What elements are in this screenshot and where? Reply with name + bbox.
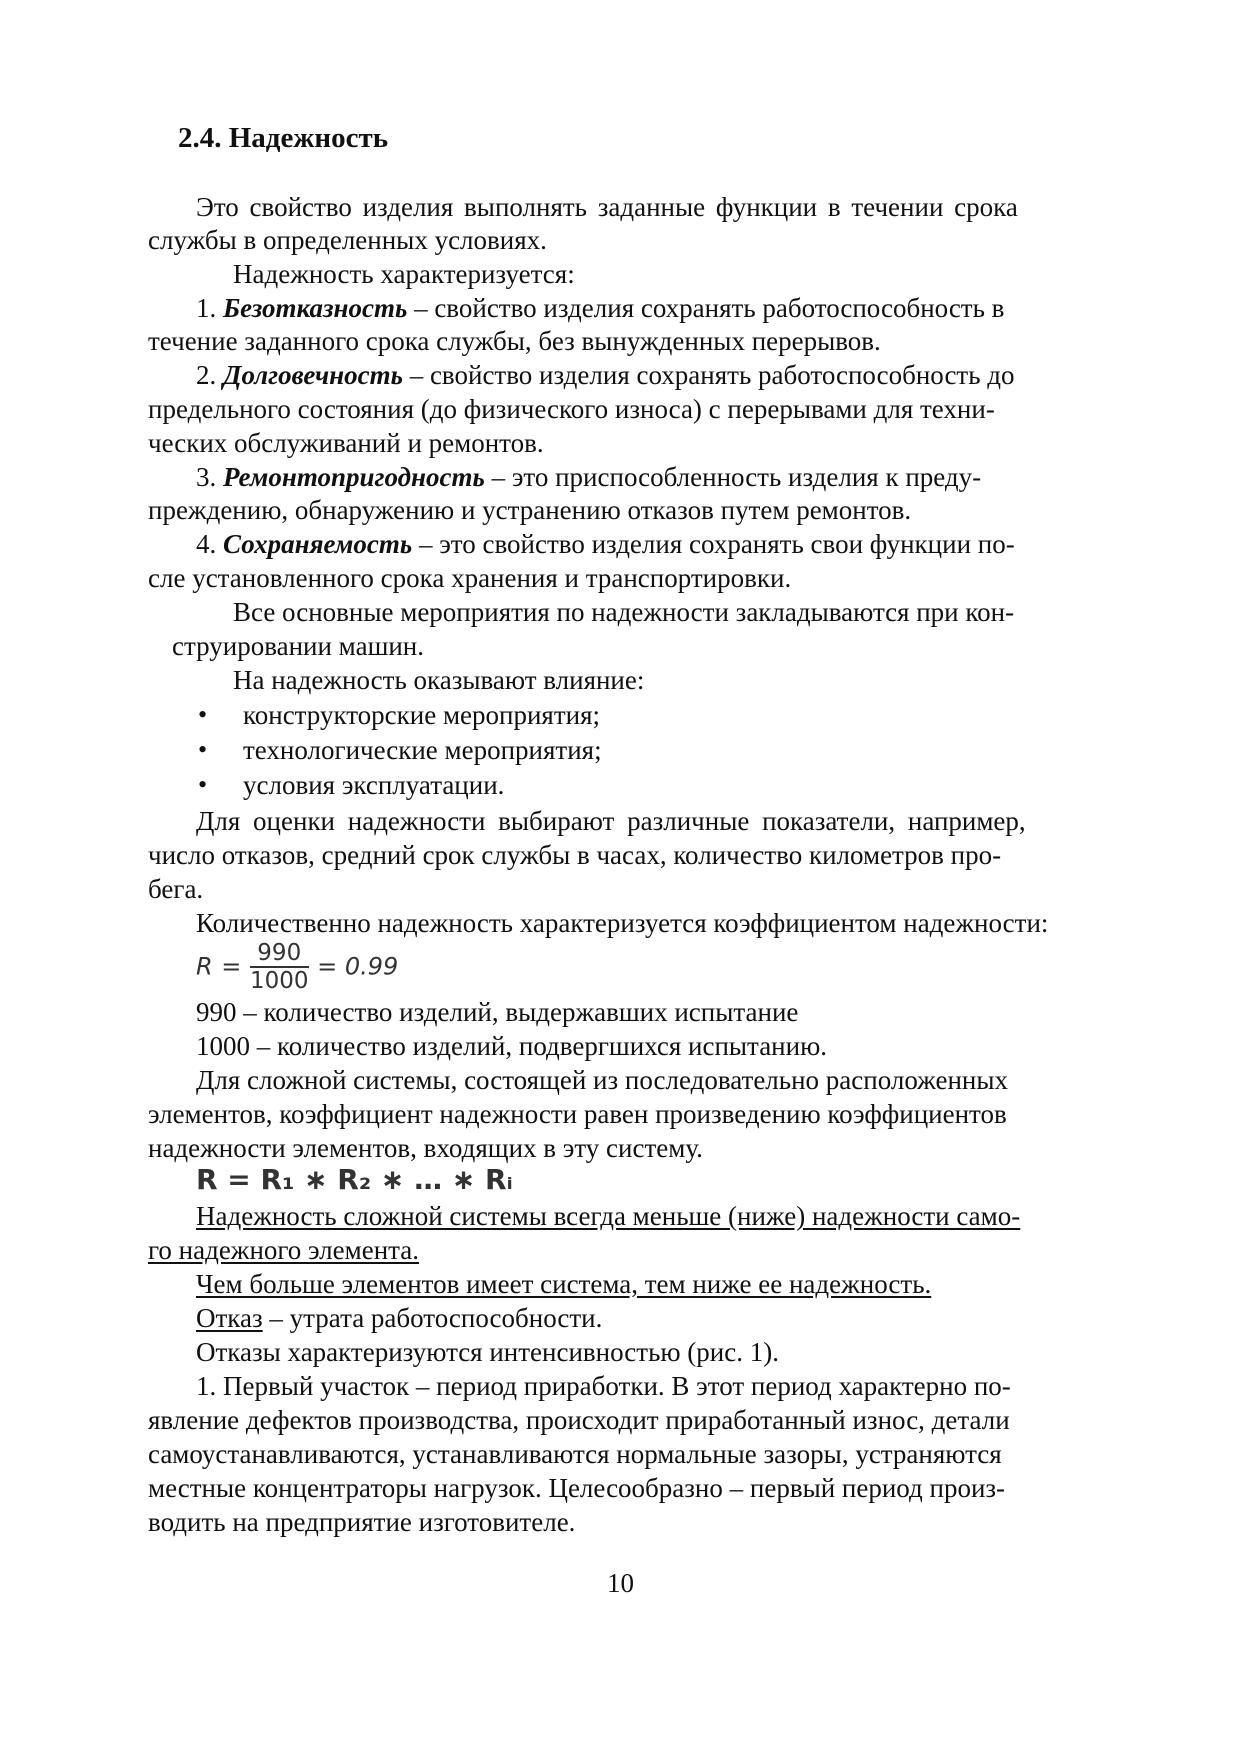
failure-rest: – утрата работоспособности. xyxy=(262,1303,603,1333)
failure-term: Отказ xyxy=(196,1303,263,1333)
indicators-line-3: бега. xyxy=(148,874,204,904)
property-2-term: Долговечность xyxy=(223,360,403,390)
failure-intensity: Отказы характеризуются интенсивностью (рис. 1). xyxy=(196,1337,779,1367)
influence-item-2: технологические мероприятия; xyxy=(243,735,602,765)
design-line-1: Все основные мероприятия по надежности закладываются при кон- xyxy=(233,597,1015,627)
bullet-dot: • xyxy=(198,700,208,729)
system-formula: R = R₁ ∗ R₂ ∗ … ∗ Rᵢ xyxy=(196,1163,513,1196)
complex-line-3: надежности элементов, входящих в эту систему. xyxy=(148,1133,703,1163)
indicators-line-2: число отказов, средний срок службы в часах, количество километров про- xyxy=(148,840,1002,870)
reliability-formula xyxy=(196,941,398,993)
property-3-number: 3. xyxy=(196,462,217,492)
property-4-definition: – это свойство изделия сохранять свои функции по- xyxy=(412,529,1015,559)
formula-fraction xyxy=(250,941,309,993)
bullet-dot: • xyxy=(198,770,208,799)
formula-denominator: 1000 xyxy=(249,968,309,994)
property-1-number: 1. xyxy=(196,293,217,323)
property-4-line-2: сле установленного срока хранения и транспортировки. xyxy=(148,563,792,593)
stage-1-line-5: водить на предприятие изготовителе. xyxy=(148,1507,576,1537)
influence-intro: На надежность оказывают влияние: xyxy=(233,665,645,695)
rule-1-line-1: Надежность сложной системы всегда меньше (ниже) надежности само- xyxy=(196,1201,1021,1231)
property-2-definition: – свойство изделия сохранять работоспособность до xyxy=(402,360,1015,390)
property-2-first-line xyxy=(196,359,1015,391)
intro-line-2: службы в определенных условиях. xyxy=(148,225,547,255)
stage-1-line-3: самоустанавливаются, устанавливаются нормальные зазоры, устраняются xyxy=(148,1439,1002,1469)
property-4-term: Сохраняемость xyxy=(223,529,413,559)
property-1-first-line xyxy=(196,292,1004,324)
property-3-term: Ремонтопригодность xyxy=(223,462,485,492)
failure-definition xyxy=(196,1302,602,1334)
stage-1-line-4: местные концентраторы нагрузок. Целесообразно – первый период произ- xyxy=(148,1473,1006,1503)
legend-line-2: 1000 – количество изделий, подвергшихся испытанию. xyxy=(196,1031,827,1061)
complex-line-2: элементов, коэффициент надежности равен произведению коэффициентов xyxy=(148,1099,1007,1129)
property-1-line-2: течение заданного срока службы, без вынужденных перерывов. xyxy=(148,326,881,356)
property-4-first-line xyxy=(196,528,1015,560)
stage-1-line-1: 1. Первый участок – период приработки. В этот период характерно по- xyxy=(196,1371,1011,1401)
property-2-line-3: ческих обслуживаний и ремонтов. xyxy=(148,428,544,458)
indicators-line-1: Для оценки надежности выбирают различные показатели, например, xyxy=(196,806,1026,836)
property-2-line-2: предельного состояния (до физического износа) с перерывами для техни- xyxy=(148,394,995,424)
formula-lhs: R xyxy=(196,952,213,981)
complex-line-1: Для сложной системы, состоящей из последовательно расположенных xyxy=(196,1065,1008,1095)
bullet-dot: • xyxy=(198,735,208,764)
property-4-number: 4. xyxy=(196,529,217,559)
stage-1-line-2: явление дефектов производства, происходит приработанный износ, детали xyxy=(148,1405,1010,1435)
property-3-line-2: преждению, обнаружению и устранению отказов путем ремонтов. xyxy=(148,495,912,525)
rule-2: Чем больше элементов имеет система, тем ниже ее надежность. xyxy=(196,1269,932,1299)
legend-line-1: 990 – количество изделий, выдержавших испытание xyxy=(196,997,799,1027)
property-3-definition: – это приспособленность изделия к преду- xyxy=(484,462,982,492)
property-1-definition: – свойство изделия сохранять работоспособность в xyxy=(407,293,1005,323)
influence-item-3: условия эксплуатации. xyxy=(243,770,505,800)
property-3-first-line xyxy=(196,461,981,493)
intro-line-1: Это свойство изделия выполнять заданные функции в течении срока xyxy=(196,192,1018,222)
characterized-line: Надежность характеризуется: xyxy=(233,259,575,289)
design-line-2: струировании машин. xyxy=(172,631,425,661)
property-1-term: Безотказность xyxy=(223,293,408,323)
rule-1-line-2: го надежного элемента. xyxy=(148,1235,420,1265)
influence-item-1: конструкторские мероприятия; xyxy=(243,700,600,730)
page-number: 10 xyxy=(607,1568,634,1598)
section-heading: 2.4. Надежность xyxy=(178,122,389,154)
formula-result: = 0.99 xyxy=(317,952,399,981)
property-2-number: 2. xyxy=(196,360,217,390)
quantitative-line: Количественно надежность характеризуется коэффициентом надежности: xyxy=(196,908,1049,938)
formula-equals: = xyxy=(221,952,242,981)
formula-numerator: 990 xyxy=(250,941,309,968)
